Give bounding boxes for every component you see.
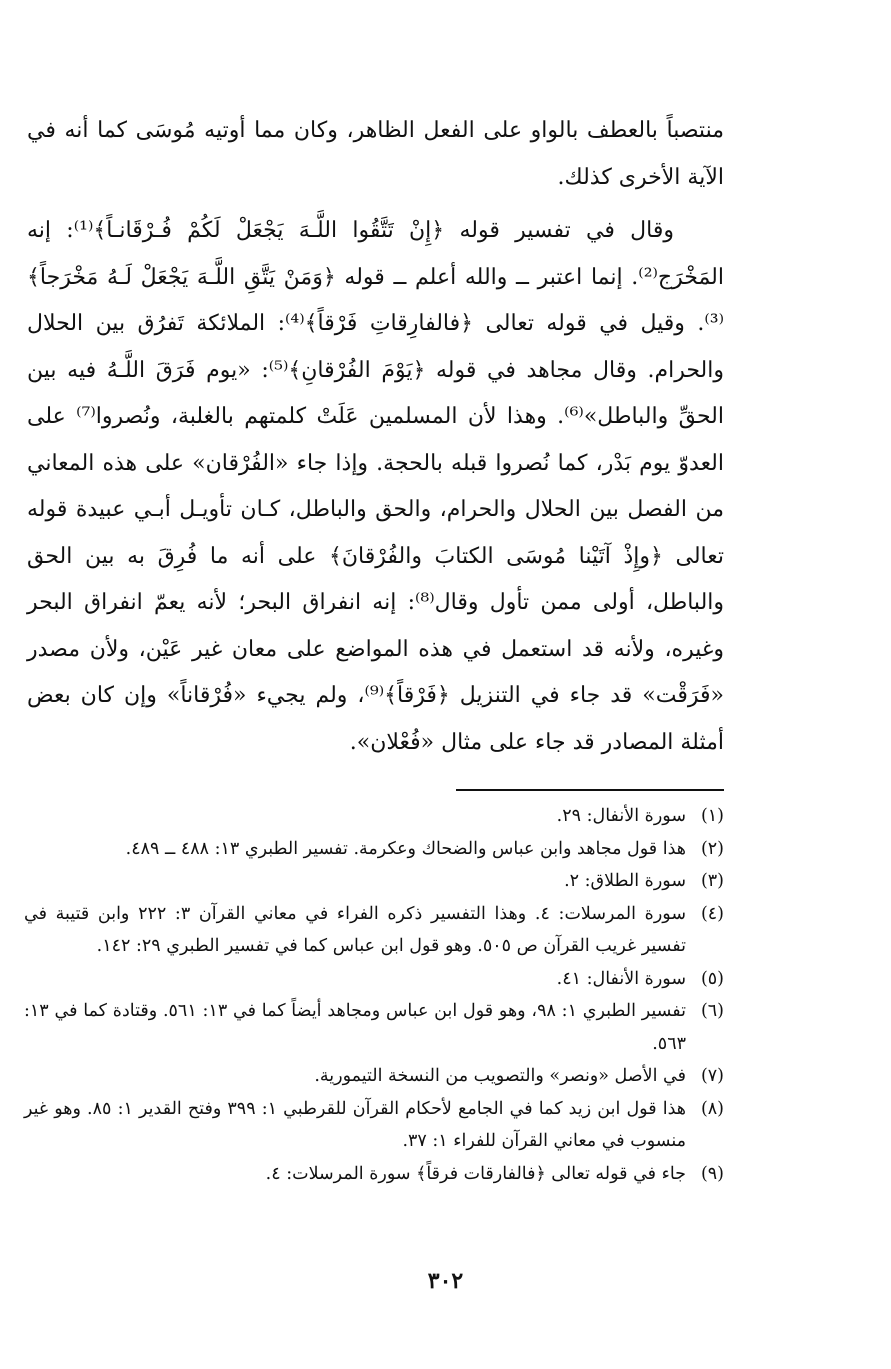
footnote [24,963,724,996]
footnote [24,898,724,963]
footnote-text: تفسير الطبري ١: ٩٨، وهو قول ابن عباس ومجاهد أيضاً كما في ١٣: ٥٦١. وقتادة كما في ١٣: ٥٦٣. [24,1001,686,1054]
footnote-number: (٨) [700,1098,724,1119]
footnote [24,1060,724,1093]
footnote-number: (٤) [700,903,724,924]
footnote [24,995,724,1060]
paragraph-2: وقال في تفسير قوله ﴿إِنْ تَتَّقُوا اللَّـهَ يَجْعَلْ لَكُمْ فُـرْقَانـاً﴾⁽¹⁾: إنه المَخْرَج⁽²⁾. إنما اعتبر ــ والله أعلم ــ قوله ﴿وَمَنْ يَتَّقِ اللَّـهَ يَجْعَلْ لَـهُ مَخْرَجاً﴾⁽³⁾. وقيل في قوله تعالى ﴿فالفارِقاتِ فَرْقاً﴾⁽⁴⁾: الملائكة تَفرُق بين الحلال والحرام. وقال مجاهد في قوله ﴿يَوْمَ الفُرْقانِ﴾⁽⁵⁾: «يوم فَرَقَ اللَّـهُ فيه بين الحقِّ والباطل»⁽⁶⁾. وهذا لأن المسلمين عَلَتْ كلمتهم بالغلبة، ونُصروا⁽⁷⁾ على العدوّ يوم بَدْر، كما نُصروا قبله بالحجة. وإذا جاء «الفُرْقان» على هذه المعاني من الفصل بين الحلال والحرام، والحق والباطل، كـان تأويـل أبـي عبيدة قوله تعالى ﴿وإِذْ آتَيْنا مُوسَى الكتابَ والفُرْقانَ﴾ على أنه ما فُرِقَ به بين الحق والباطل، أولى ممن تأول وقال⁽⁸⁾: إنه انفراق البحر؛ لأنه يعمّ انفراق البحر وغيره، ولأنه قد استعمل في هذه المواضع على معان غير عَيْن، ولأن مصدر «فَرَقْت» قد جاء في التنزيل ﴿فَرْقاً﴾⁽⁹⁾، ولم يجيء «فُرْقاناً» وإن كان بعض أمثلة المصادر قد جاء على مثال «فُعْلان». [27,218,725,755]
footnotes [24,800,724,1190]
footnote-text: سورة الأنفال: ٤١. [556,968,686,989]
footnote [24,1158,724,1191]
footnote-number: (٧) [700,1066,724,1086]
footnote-separator [456,789,724,791]
footnote [24,800,724,833]
footnote-number: (١) [700,806,724,826]
footnote-text: هذا قول مجاهد وابن عباس والضحاك وعكرمة. تفسير الطبري ١٣: ٤٨٨ ــ ٤٨٩. [125,838,686,859]
footnote-number: (٩) [700,1163,724,1184]
footnote [24,1093,724,1158]
footnote-text: سورة المرسلات: ٤. وهذا التفسير ذكره الفراء في معاني القرآن ٣: ٢٢٢ وابن قتيبة في تفسير غريب القرآن ص ٥٠٥. وهو قول ابن عباس كما في تفسير الطبري ٢٩: ١٤٢. [24,903,686,956]
footnote [24,833,724,866]
footnote-text: في الأصل «ونصر» والتصويب من النسخة التيمورية. [314,1066,686,1086]
footnote-number: (٣) [700,871,724,891]
main-text [27,108,724,766]
page-number: ٣٠٢ [427,1268,464,1294]
footnote-text: هذا قول ابن زيد كما في الجامع لأحكام القرآن للقرطبي ١: ٣٩٩ وفتح القدير ١: ٨٥. وهو غير منسوب في معاني القرآن للفراء ١: ٣٧. [24,1098,686,1151]
footnote-number: (٢) [700,838,724,859]
footnote [24,865,724,898]
footnote-number: (٥) [700,968,724,989]
footnote-text: سورة الأنفال: ٢٩. [556,806,686,826]
footnote-text: سورة الطلاق: ٢. [564,871,686,891]
footnote-text: جاء في قوله تعالى ﴿فالفارقات فرقاً﴾ سورة المرسلات: ٤. [265,1163,686,1184]
paragraph-1: منتصباً بالعطف بالواو على الفعل الظاهر، وكان مما أوتيه مُوسَى كما أنه في الآية الأخرى كذلك. [27,118,724,190]
footnote-number: (٦) [700,1001,724,1021]
